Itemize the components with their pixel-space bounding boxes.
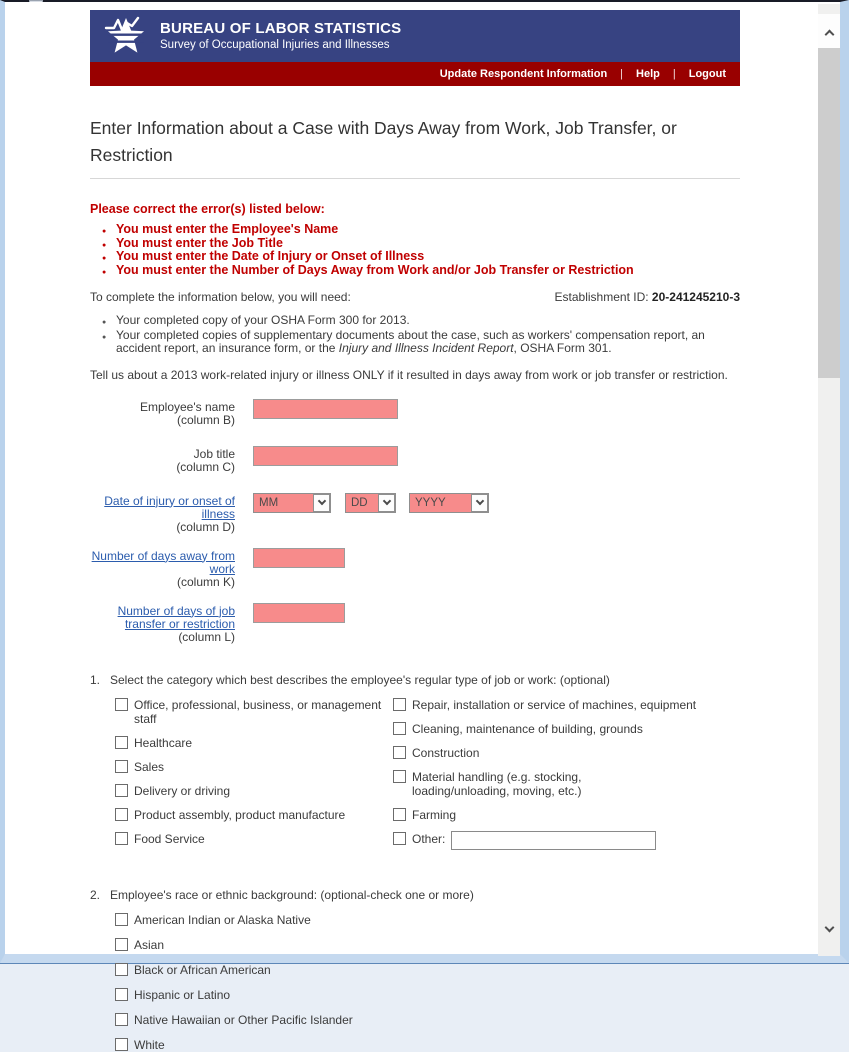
question-2-text: Employee's race or ethnic background: (optional-check one or more) (110, 887, 474, 902)
job-title-input[interactable] (253, 446, 398, 466)
checkbox[interactable] (115, 736, 128, 749)
page-content (14, 2, 818, 1052)
need-list (102, 314, 740, 356)
q1-other-input[interactable] (451, 831, 656, 850)
establishment-id: Establishment ID: 20-241245210-3 (554, 290, 740, 304)
title-divider (90, 178, 740, 179)
job-title-label: Job title (column C) (176, 446, 235, 474)
checkbox[interactable] (115, 832, 128, 845)
top-navbar (90, 62, 740, 86)
nav-update-respondent[interactable]: Update Respondent Information (439, 68, 608, 80)
error-item: ● You must enter the Date of Injury or Onset of Illness (102, 250, 740, 264)
bls-banner (90, 10, 740, 62)
q1-option-delivery: Delivery or driving (115, 783, 393, 798)
question-1-number: 1. (90, 672, 101, 687)
checkbox[interactable] (115, 988, 128, 1001)
days-away-input[interactable] (253, 548, 345, 568)
nav-separator: | (620, 68, 624, 80)
checkbox[interactable] (393, 698, 406, 711)
error-heading: Please correct the error(s) listed below: (90, 202, 325, 216)
scrollbar-thumb[interactable] (818, 48, 840, 378)
q1-option-food-service: Food Service (115, 831, 393, 846)
question-2 (90, 888, 740, 1052)
nav-logout[interactable]: Logout (688, 68, 726, 80)
month-select[interactable]: MM (253, 493, 331, 513)
q1-option-office: Office, professional, business, or management staff (115, 697, 393, 726)
injury-date-label: Date of injury or onset of illness (column D) (104, 493, 235, 534)
injury-date-row (90, 493, 740, 534)
injury-date-link[interactable]: Date of injury or onset of illness (104, 493, 235, 521)
need-item: ● Your completed copies of supplementary documents about the case, such as workers' compensation report, an accident report, an insurance form, or the Injury and Illness Incident Report, OSHA Form 301. (102, 329, 740, 356)
chevron-down-icon (824, 923, 834, 933)
q1-option-other: Other: (393, 831, 723, 850)
q1-option-cleaning: Cleaning, maintenance of building, grounds (393, 721, 723, 736)
survey-subtitle: Survey of Occupational Injuries and Illnesses (160, 38, 390, 51)
q2-option-hispanic: Hispanic or Latino (115, 987, 740, 1002)
q1-option-product-assembly: Product assembly, product manufacture (115, 807, 393, 822)
chevron-down-icon (378, 494, 395, 512)
checkbox[interactable] (115, 963, 128, 976)
checkbox[interactable] (115, 784, 128, 797)
case-form (90, 399, 740, 644)
employee-name-row (90, 399, 740, 427)
employee-name-label: Employee's name (column B) (139, 399, 235, 427)
checkbox[interactable] (115, 1038, 128, 1051)
banner-text (160, 20, 401, 53)
year-select[interactable]: YYYY (409, 493, 489, 513)
chevron-up-icon (824, 29, 834, 39)
tell-us-text: Tell us about a 2013 work-related injury or illness ONLY if it resulted in days away from work or job transfer or restriction. (90, 367, 728, 382)
error-item: ● You must enter the Job Title (102, 237, 740, 251)
q2-option-white: White (115, 1037, 740, 1052)
checkbox[interactable] (393, 832, 406, 845)
job-transfer-link[interactable]: Number of days of job transfer or restriction (117, 603, 235, 631)
employee-name-input[interactable] (253, 399, 398, 419)
need-row (90, 290, 740, 304)
job-title-row (90, 446, 740, 474)
checkbox[interactable] (393, 746, 406, 759)
need-item: ● Your completed copy of your OSHA Form 300 for 2013. (102, 314, 740, 328)
days-away-label: Number of days away from work (column K) (91, 548, 235, 589)
checkbox[interactable] (115, 1013, 128, 1026)
q2-options (115, 912, 740, 1052)
agency-title: BUREAU OF LABOR STATISTICS (160, 19, 402, 37)
job-transfer-label: Number of days of job transfer or restriction (column L) (117, 603, 235, 644)
job-transfer-input[interactable] (253, 603, 345, 623)
chevron-down-icon (313, 494, 330, 512)
days-away-link[interactable]: Number of days away from work (91, 548, 235, 576)
job-transfer-row (90, 603, 740, 644)
question-2-number: 2. (90, 887, 101, 902)
day-select[interactable]: DD (345, 493, 396, 513)
checkbox[interactable] (115, 913, 128, 926)
establishment-id-value: 20-241245210-3 (651, 290, 740, 304)
q2-option-black: Black or African American (115, 962, 740, 977)
question-1 (90, 673, 740, 859)
error-item: ● You must enter the Number of Days Away from Work and/or Job Transfer or Restriction (102, 264, 740, 278)
days-away-row (90, 548, 740, 589)
checkbox[interactable] (115, 698, 128, 711)
checkbox[interactable] (115, 938, 128, 951)
error-list (102, 223, 740, 277)
error-item: ● You must enter the Employee's Name (102, 223, 740, 237)
chevron-down-icon (471, 494, 488, 512)
q1-option-sales: Sales (115, 759, 393, 774)
q1-right-column (393, 697, 723, 859)
q1-option-farming: Farming (393, 807, 723, 822)
q1-option-material-handling: Material handling (e.g. stocking, loading/unloading, moving, etc.) (393, 769, 723, 798)
checkbox[interactable] (115, 808, 128, 821)
checkbox[interactable] (115, 760, 128, 773)
q1-left-column (115, 697, 393, 859)
scroll-down-button[interactable] (818, 914, 840, 944)
question-1-text: Select the category which best describes the employee's regular type of job or work: (optional) (110, 672, 610, 687)
bls-logo (104, 14, 148, 58)
page-title: Enter Information about a Case with Days Away from Work, Job Transfer, or Restriction (90, 118, 677, 165)
q1-option-repair: Repair, installation or service of machines, equipment (393, 697, 723, 712)
vertical-scrollbar[interactable] (818, 4, 840, 956)
nav-separator: | (672, 68, 676, 80)
need-intro: To complete the information below, you will need: (90, 290, 351, 304)
q1-option-healthcare: Healthcare (115, 735, 393, 750)
q2-option-american-indian: American Indian or Alaska Native (115, 912, 740, 927)
q2-option-pacific-islander: Native Hawaiian or Other Pacific Islander (115, 1012, 740, 1027)
checkbox[interactable] (393, 770, 406, 783)
nav-help[interactable]: Help (636, 68, 660, 80)
checkbox[interactable] (393, 722, 406, 735)
scroll-up-button[interactable] (818, 14, 840, 50)
q1-option-construction: Construction (393, 745, 723, 760)
q2-option-asian: Asian (115, 937, 740, 952)
checkbox[interactable] (393, 808, 406, 821)
